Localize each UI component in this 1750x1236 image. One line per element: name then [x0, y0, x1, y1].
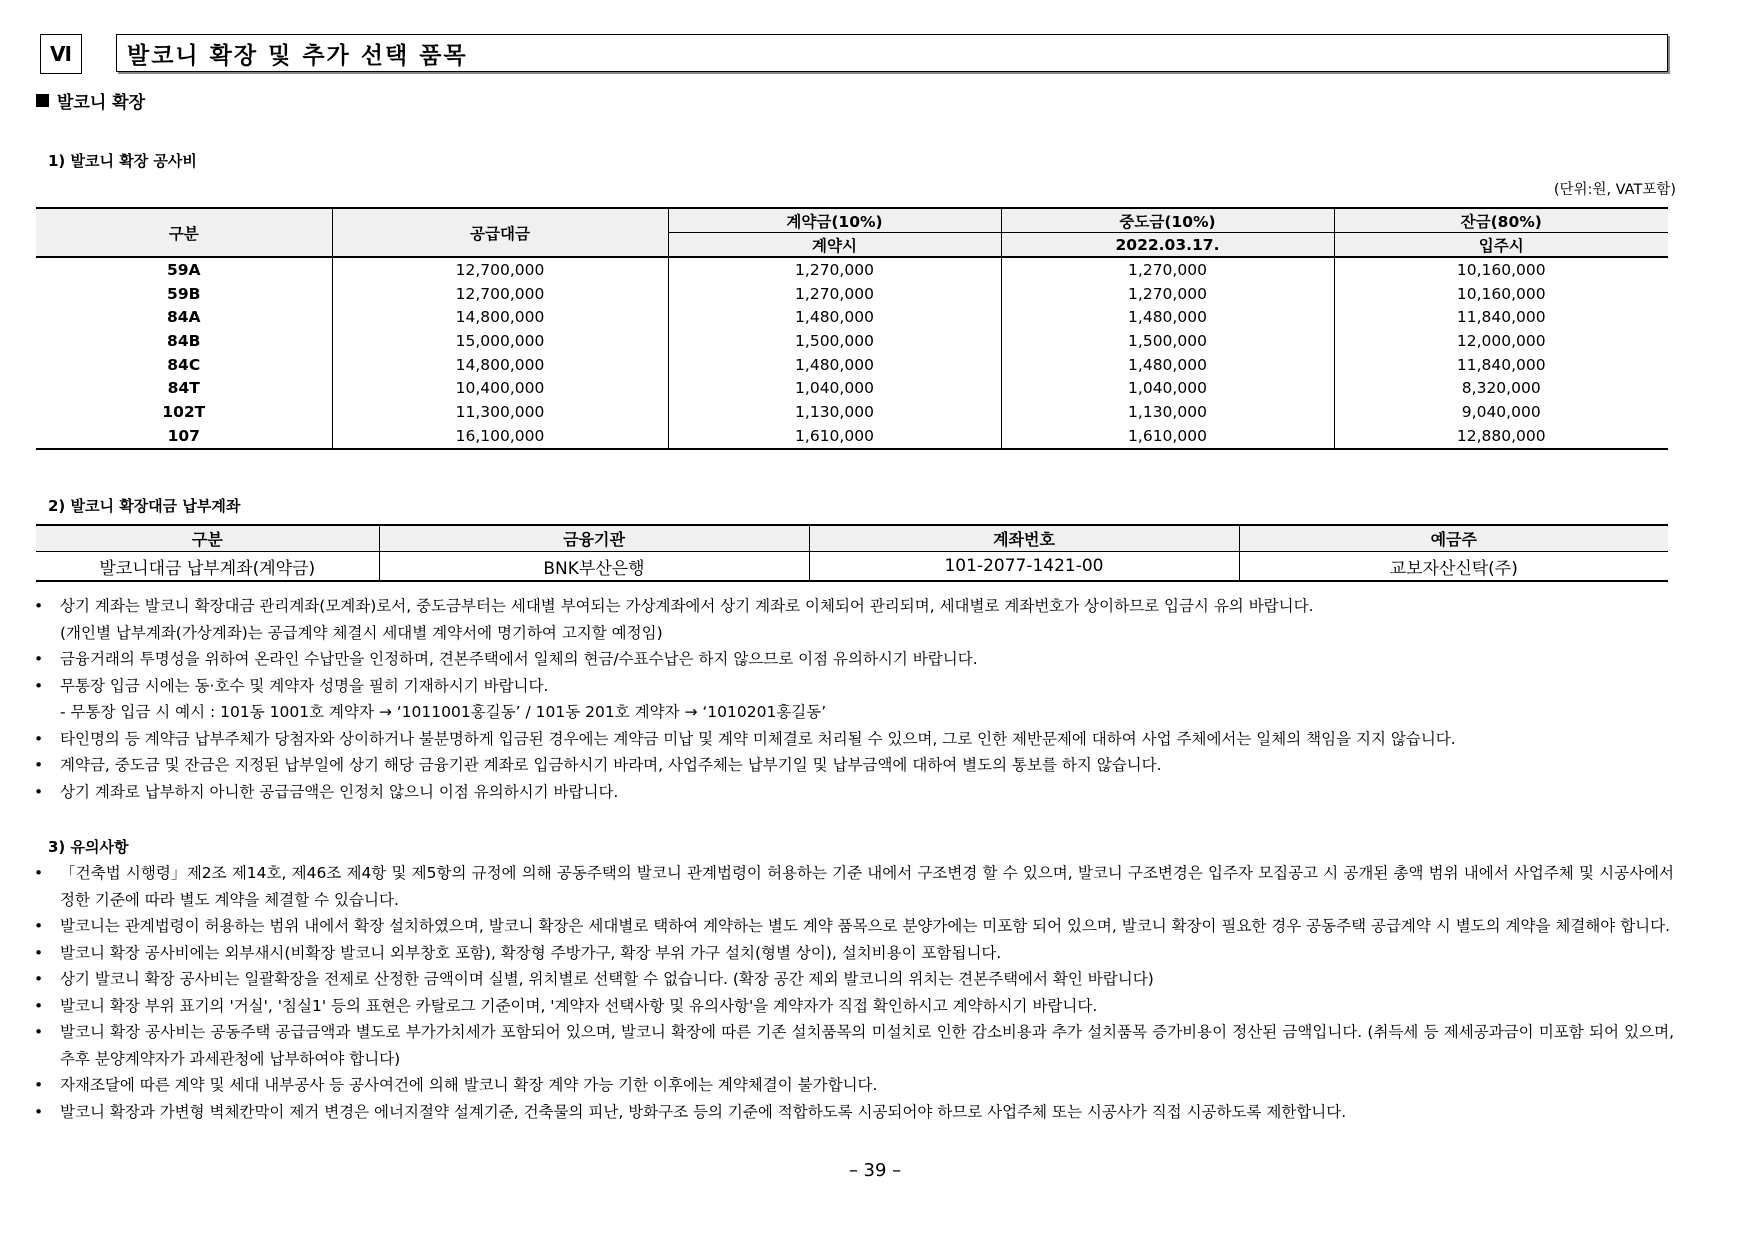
header-middle: 중도금(10%)	[1001, 208, 1334, 233]
table-cell: 1,610,000	[668, 424, 1001, 449]
table-cell: 12,880,000	[1334, 424, 1668, 449]
table-cell: 1,500,000	[1001, 329, 1334, 353]
table-cell: 1,270,000	[668, 257, 1001, 282]
table-cell: 107	[36, 424, 332, 449]
bullet-icon: •	[34, 996, 44, 1015]
list-item	[34, 1072, 1674, 1099]
table-cell: 59A	[36, 257, 332, 282]
table-row	[36, 353, 1668, 377]
list-item	[34, 752, 1674, 779]
header-supply: 공급대금	[332, 208, 668, 257]
table-cell: 84T	[36, 376, 332, 400]
caution-text: 「건축법 시행령」제2조 제14호, 제46조 제4항 및 제5항의 규정에 의해 공동주택의 발코니 관계법령이 허용하는 기준 내에서 구조변경 할 수 있으며, 발코니 구조변경은 입주자 모집공고 시 공개된 총액 범위 내에서 사업주체 및 시공사에서 정한 기준에 따라 별도 계약을 체결할 수 있습니다.	[60, 864, 1674, 909]
note-text: 상기 계좌는 발코니 확장대금 관리계좌(모계좌)로서, 중도금부터는 세대별 부여되는 가상계좌에서 상기 계좌로 이체되어 관리되며, 세대별로 계좌번호가 상이하므로 입금시 유의 바랍니다.	[60, 597, 1314, 615]
bullet-icon: •	[34, 597, 44, 615]
list-item	[34, 646, 1674, 673]
list-item	[34, 593, 1674, 646]
bullet-icon: •	[34, 917, 44, 935]
table-cell: 1,610,000	[1001, 424, 1334, 449]
table-cell: 11,300,000	[332, 400, 668, 424]
bullet-icon: •	[34, 1023, 44, 1041]
table-cell: 84B	[36, 329, 332, 353]
note-continuation: - 무통장 입금 시 예시 : 101동 1001호 계약자 → ‘1011001홍길동’ / 101동 201호 계약자 → ‘1010201홍길동’	[60, 703, 827, 721]
acct-header-holder: 예금주	[1239, 525, 1668, 552]
caution-text: 상기 발코니 확장 공사비는 일괄확장을 전제로 산정한 금액이며 실별, 위치별로 선택할 수 없습니다. (확장 공간 제외 발코니의 위치는 견본주택에서 확인 바랍니다)	[60, 970, 1154, 988]
table-cell: 84C	[36, 353, 332, 377]
bullet-icon: •	[34, 943, 44, 962]
bullet-icon: •	[34, 864, 44, 882]
table-cell: 1,270,000	[668, 282, 1001, 306]
square-bullet-icon	[36, 94, 49, 107]
acct-header-bank: 금융기관	[379, 525, 809, 552]
caution-text: 발코니 확장과 가변형 벽체칸막이 제거 변경은 에너지절약 설계기준, 건축물의 피난, 방화구조 등의 기준에 적합하도록 시공되어야 하므로 사업주체 또는 시공사가 직접 시공하도록 제한합니다.	[60, 1102, 1347, 1121]
table-cell: 10,160,000	[1334, 282, 1668, 306]
acct-number: 101-2077-1421-00	[809, 552, 1239, 582]
list-item	[34, 993, 1674, 1020]
caution-text: 발코니 확장 공사비는 공동주택 공급금액과 별도로 부가가치세가 포함되어 있으며, 발코니 확장에 따른 기존 설치품목의 미설치로 인한 감소비용과 추가 설치품목 증가비용이 정산된 금액입니다. (취득세 등 제세공과금이 미포함 되어 있으며, 추후 분양계약자가 과세관청에 납부하여야 합니다)	[60, 1023, 1674, 1068]
table-cell: 1,480,000	[668, 305, 1001, 329]
table-cell: 16,100,000	[332, 424, 668, 449]
table-cell: 1,270,000	[1001, 257, 1334, 282]
account-title: 2) 발코니 확장대금 납부계좌	[48, 497, 241, 515]
table-cell: 1,130,000	[668, 400, 1001, 424]
bullet-icon: •	[34, 970, 44, 988]
note-text: 타인명의 등 계약금 납부주체가 당첨자와 상이하거나 불분명하게 입금된 경우에는 계약금 미납 및 계약 미체결로 처리될 수 있으며, 그로 인한 제반문제에 대하여 사업 주체에서는 일체의 책임을 지지 않습니다.	[60, 729, 1456, 748]
cost-title: 1) 발코니 확장 공사비	[48, 152, 197, 170]
bullet-icon: •	[34, 1102, 44, 1121]
acct-header-number: 계좌번호	[809, 525, 1239, 552]
table-cell: 1,040,000	[668, 376, 1001, 400]
bullet-icon: •	[34, 676, 44, 695]
list-item	[34, 726, 1674, 753]
cautions-list	[34, 860, 1674, 1125]
sub-heading-text: 발코니 확장	[57, 93, 146, 113]
table-cell: 1,040,000	[1001, 376, 1334, 400]
table-cell: 102T	[36, 400, 332, 424]
section-header	[40, 34, 1670, 78]
list-item	[34, 673, 1674, 726]
table-row	[36, 305, 1668, 329]
note-text: 상기 계좌로 납부하지 아니한 공급금액은 인정치 않으니 이점 유의하시기 바랍니다.	[60, 782, 619, 801]
acct-bank: BNK부산은행	[379, 552, 809, 582]
table-row	[36, 282, 1668, 306]
table-cell: 1,270,000	[1001, 282, 1334, 306]
header-contract: 계약금(10%)	[668, 208, 1001, 233]
list-item	[34, 779, 1674, 806]
sub-heading	[36, 88, 145, 113]
table-row	[36, 257, 1668, 282]
table-cell: 11,840,000	[1334, 305, 1668, 329]
note-text: 계약금, 중도금 및 잔금은 지정된 납부일에 상기 해당 금융기관 계좌로 입금하시기 바라며, 사업주체는 납부기일 및 납부금액에 대하여 별도의 통보를 하지 않습니다.	[60, 756, 1162, 774]
table-cell: 1,480,000	[1001, 305, 1334, 329]
table-row	[36, 424, 1668, 449]
cost-table-body	[36, 257, 1668, 449]
table-cell: 10,400,000	[332, 376, 668, 400]
table-cell: 59B	[36, 282, 332, 306]
table-cell: 12,700,000	[332, 257, 668, 282]
bullet-icon: •	[34, 729, 44, 748]
cautions-title: 3) 유의사항	[48, 838, 129, 856]
cost-table	[36, 207, 1668, 450]
table-cell: 1,130,000	[1001, 400, 1334, 424]
table-cell: 1,500,000	[668, 329, 1001, 353]
list-item	[34, 940, 1674, 967]
note-text: 무통장 입금 시에는 동·호수 및 계약자 성명을 필히 기재하시기 바랍니다.	[60, 676, 549, 695]
caution-text: 발코니 확장 부위 표기의 '거실', '침실1' 등의 표현은 카탈로그 기준이며, '계약자 선택사항 및 유의사항'을 계약자가 직접 확인하시고 계약하시기 바랍니다.	[60, 996, 1098, 1015]
table-cell: 15,000,000	[332, 329, 668, 353]
caution-text: 자재조달에 따른 계약 및 세대 내부공사 등 공사여건에 의해 발코니 확장 계약 가능 기한 이후에는 계약체결이 불가합니다.	[60, 1076, 878, 1094]
acct-type: 발코니대금 납부계좌(계약금)	[36, 552, 379, 582]
note-text: 금융거래의 투명성을 위하여 온라인 수납만을 인정하며, 견본주택에서 일체의 현금/수표수납은 하지 않으므로 이점 유의하시기 바랍니다.	[60, 650, 978, 668]
table-row	[36, 329, 1668, 353]
acct-header-type: 구분	[36, 525, 379, 552]
table-cell: 8,320,000	[1334, 376, 1668, 400]
table-cell: 14,800,000	[332, 305, 668, 329]
header-middle-sub: 2022.03.17.	[1001, 233, 1334, 258]
table-cell: 12,700,000	[332, 282, 668, 306]
table-cell: 12,000,000	[1334, 329, 1668, 353]
list-item	[34, 1099, 1674, 1126]
bullet-icon: •	[34, 756, 44, 774]
table-cell: 84A	[36, 305, 332, 329]
note-continuation: (개인별 납부계좌(가상계좌)는 공급계약 체결시 세대별 계약서에 명기하여 고지할 예정임)	[60, 623, 663, 642]
list-item	[34, 860, 1674, 913]
header-type: 구분	[36, 208, 332, 257]
list-item	[34, 913, 1674, 940]
header-balance: 잔금(80%)	[1334, 208, 1668, 233]
caution-text: 발코니 확장 공사비에는 외부새시(비확장 발코니 외부창호 포함), 확장형 주방가구, 확장 부위 가구 설치(형별 상이), 설치비용이 포함됩니다.	[60, 943, 1002, 962]
table-cell: 9,040,000	[1334, 400, 1668, 424]
table-cell: 11,840,000	[1334, 353, 1668, 377]
section-title: 발코니 확장 및 추가 선택 품목	[116, 34, 1668, 72]
header-contract-sub: 계약시	[668, 233, 1001, 258]
table-cell: 1,480,000	[668, 353, 1001, 377]
table-row	[36, 400, 1668, 424]
caution-text: 발코니는 관계법령이 허용하는 범위 내에서 확장 설치하였으며, 발코니 확장은 세대별로 택하여 계약하는 별도 계약 품목으로 분양가에는 미포함 되어 있으며, 발코니 확장이 필요한 경우 공동주택 공급계약 시 별도의 계약을 체결해야 합니다.	[60, 917, 1671, 935]
list-item	[34, 1019, 1674, 1072]
header-balance-sub: 입주시	[1334, 233, 1668, 258]
acct-holder: 교보자산신탁(주)	[1239, 552, 1668, 582]
table-cell: 14,800,000	[332, 353, 668, 377]
table-cell: 10,160,000	[1334, 257, 1668, 282]
table-cell: 1,480,000	[1001, 353, 1334, 377]
bullet-icon: •	[34, 1076, 44, 1094]
bullet-icon: •	[34, 782, 44, 801]
account-notes	[34, 593, 1674, 805]
unit-note: (단위:원, VAT포함)	[1553, 182, 1676, 198]
bullet-icon: •	[34, 650, 44, 668]
account-table	[36, 524, 1668, 582]
section-number: Ⅵ	[40, 34, 82, 74]
page-number: – 39 –	[848, 1160, 902, 1181]
table-row	[36, 376, 1668, 400]
list-item	[34, 966, 1674, 993]
table-row	[36, 552, 1668, 582]
